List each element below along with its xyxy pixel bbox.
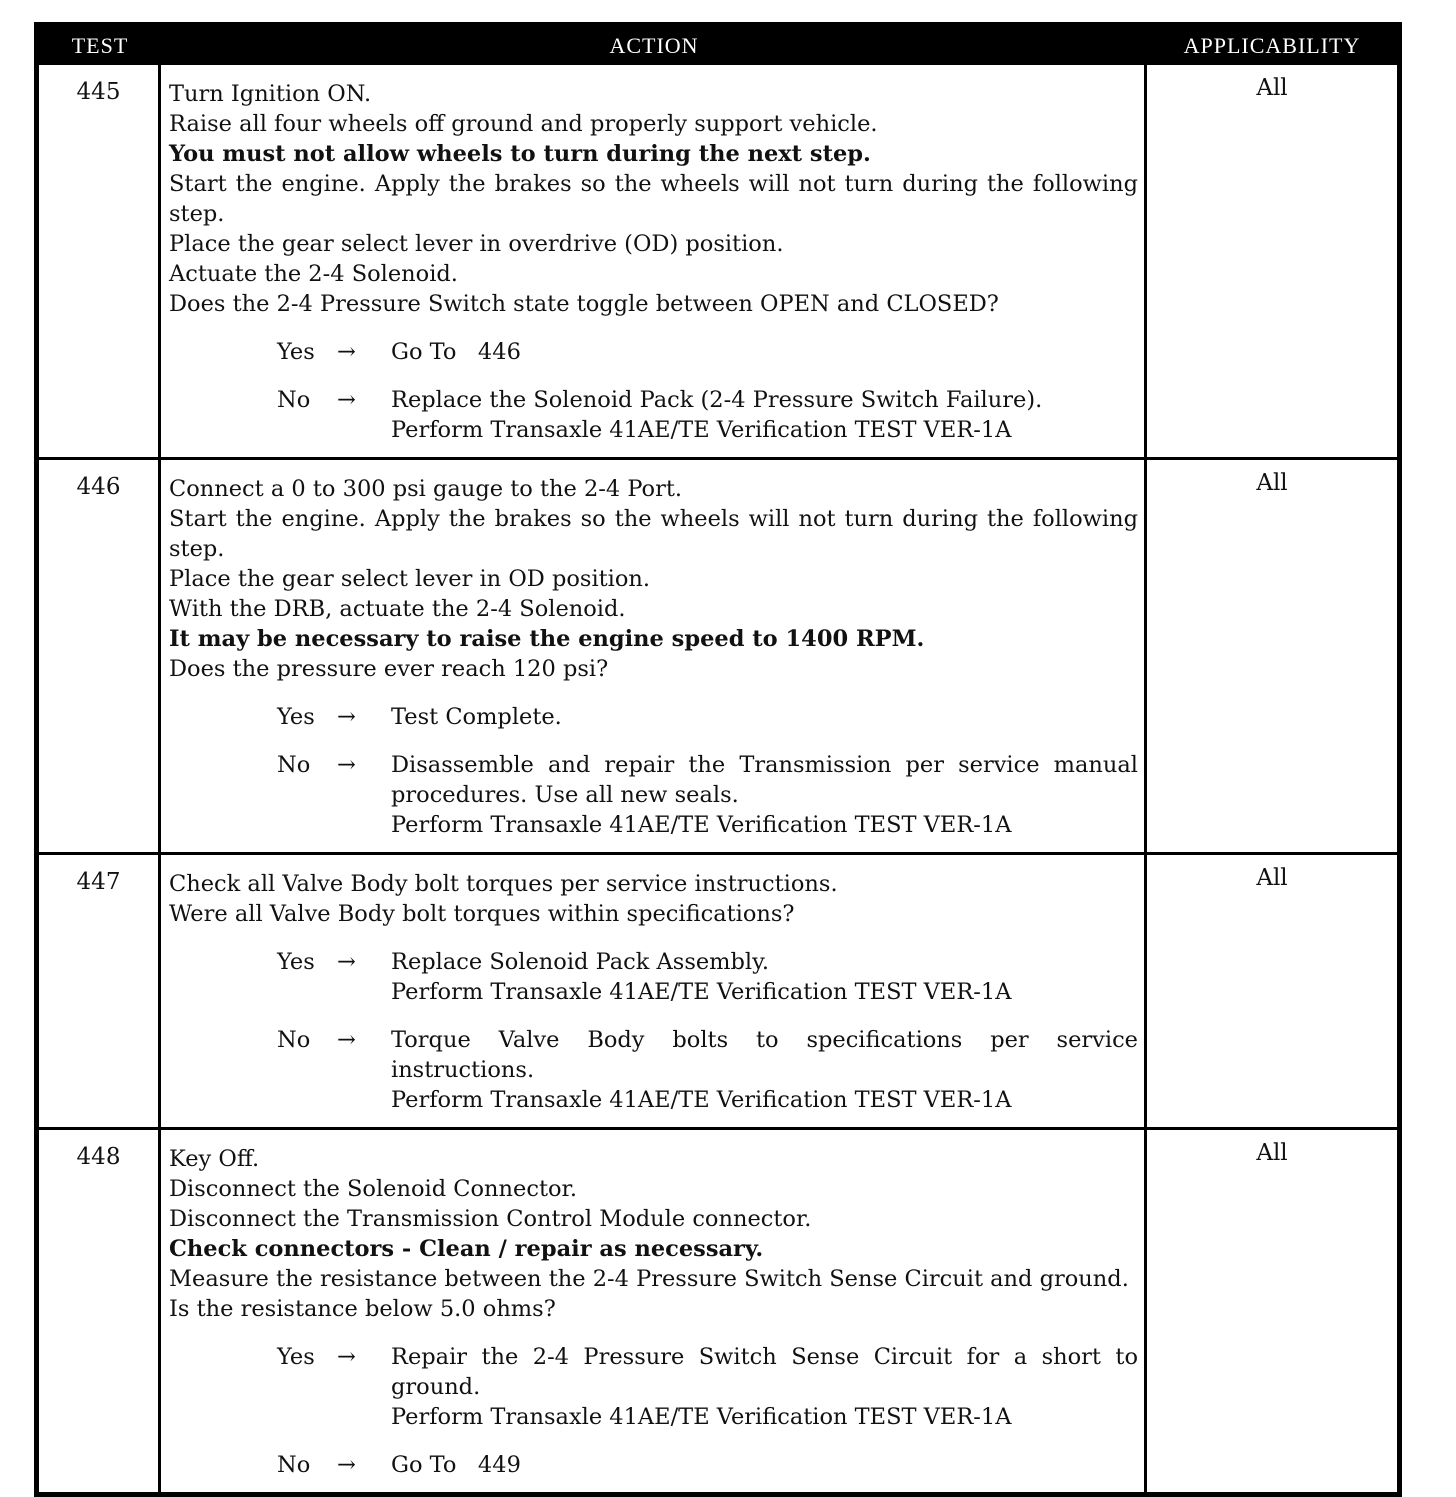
answer-line: Test Complete. [391, 704, 562, 730]
arrow-right-icon: → [337, 387, 356, 413]
applicability-cell: All [1256, 1140, 1288, 1166]
action-step: Actuate the 2-4 Solenoid. [169, 261, 458, 287]
action-step: Does the 2-4 Pressure Switch state toggle between OPEN and CLOSED? [169, 291, 999, 317]
table-row [39, 852, 1397, 1127]
answer-line: Go To 446 [391, 339, 521, 365]
answer-key: No [277, 387, 311, 413]
answer-line: Replace Solenoid Pack Assembly. [391, 949, 769, 975]
applicability-cell: All [1256, 75, 1288, 101]
answer-no [277, 385, 1138, 445]
action-step: Place the gear select lever in overdrive (OD) position. [169, 231, 784, 257]
answer-line: Perform Transaxle 41AE/TE Verification TEST VER-1A [391, 417, 1012, 443]
action-step: Does the pressure ever reach 120 psi? [169, 656, 609, 682]
answer-key: Yes [277, 1344, 315, 1370]
action-cell [161, 460, 1147, 852]
action-step: Measure the resistance between the 2-4 Pressure Switch Sense Circuit and ground. [169, 1266, 1129, 1292]
answer-text [391, 947, 1138, 1007]
answer-text [391, 337, 1138, 367]
action-step: With the DRB, actuate the 2-4 Solenoid. [169, 596, 626, 622]
action-step: Start the engine. Apply the brakes so the wheels will not turn during the following step. [169, 171, 1138, 227]
answer-key: No [277, 1027, 311, 1053]
table-row [39, 65, 1397, 457]
action-step: Disconnect the Transmission Control Module connector. [169, 1206, 812, 1232]
table-row [39, 457, 1397, 852]
answer-line: Replace the Solenoid Pack (2-4 Pressure Switch Failure). [391, 387, 1043, 413]
action-warning: Check connectors - Clean / repair as necessary. [169, 1236, 764, 1262]
applicability-cell: All [1256, 470, 1288, 496]
action-cell [161, 1130, 1147, 1492]
answer-no [277, 1025, 1146, 1115]
header-test: TEST [71, 33, 129, 58]
header-applicability: APPLICABILITY [1183, 33, 1361, 58]
arrow-right-icon: → [337, 949, 356, 975]
action-cell [161, 855, 1147, 1127]
answer-yes [277, 337, 1138, 367]
answer-text [391, 750, 1146, 840]
arrow-right-icon: → [337, 1452, 356, 1478]
test-number: 447 [39, 855, 161, 1127]
answer-line: Perform Transaxle 41AE/TE Verification TEST VER-1A [391, 1087, 1012, 1113]
applicability-cell: All [1256, 865, 1288, 891]
action-step: Disconnect the Solenoid Connector. [169, 1176, 577, 1202]
header-action: ACTION [609, 33, 699, 58]
answer-line: Go To 449 [391, 1452, 521, 1478]
answer-key: No [277, 752, 311, 778]
answer-line: Perform Transaxle 41AE/TE Verification TEST VER-1A [391, 1404, 1012, 1430]
answer-no [277, 750, 1146, 840]
answers [169, 702, 1146, 840]
table-row [39, 1127, 1397, 1492]
answer-key: Yes [277, 339, 315, 365]
action-step: Were all Valve Body bolt torques within specifications? [169, 901, 795, 927]
action-step: Check all Valve Body bolt torques per service instructions. [169, 871, 838, 897]
answer-line: Torque Valve Body bolts to specifications per service instructions. [391, 1027, 1146, 1083]
arrow-right-icon: → [337, 1027, 356, 1053]
answer-line: Perform Transaxle 41AE/TE Verification TEST VER-1A [391, 812, 1012, 838]
arrow-right-icon: → [337, 704, 356, 730]
arrow-right-icon: → [337, 339, 356, 365]
answers [169, 337, 1138, 445]
answer-text [391, 1342, 1146, 1432]
answers [169, 1342, 1146, 1480]
answer-key: Yes [277, 949, 315, 975]
action-step: Turn Ignition ON. [169, 81, 372, 107]
action-warning: It may be necessary to raise the engine speed to 1400 RPM. [169, 626, 925, 652]
answer-yes [277, 702, 1138, 732]
answer-key: Yes [277, 704, 315, 730]
action-step: Raise all four wheels off ground and properly support vehicle. [169, 111, 878, 137]
action-cell [161, 65, 1147, 457]
action-step: Key Off. [169, 1146, 260, 1172]
action-warning: You must not allow wheels to turn during the next step. [169, 141, 871, 167]
table-header [39, 27, 1397, 65]
answer-no [277, 1450, 1138, 1480]
answer-line: Disassemble and repair the Transmission per service manual procedures. Use all new seals. [391, 752, 1146, 808]
answer-text [391, 385, 1138, 445]
answer-text [391, 702, 1138, 732]
arrow-right-icon: → [337, 752, 356, 778]
answer-text [391, 1025, 1146, 1115]
answer-key: No [277, 1452, 311, 1478]
table-body [39, 65, 1397, 1492]
action-step: Start the engine. Apply the brakes so the wheels will not turn during the following step. [169, 506, 1138, 562]
answer-text [391, 1450, 1138, 1480]
answer-yes [277, 947, 1138, 1007]
test-number: 448 [39, 1130, 161, 1492]
answer-yes [277, 1342, 1146, 1432]
test-number: 445 [39, 65, 161, 457]
answer-line: Repair the 2-4 Pressure Switch Sense Circuit for a short to ground. [391, 1344, 1146, 1400]
action-step: Is the resistance below 5.0 ohms? [169, 1296, 556, 1322]
answers [169, 947, 1146, 1115]
diagnostic-table [34, 22, 1402, 1497]
test-number: 446 [39, 460, 161, 852]
action-step: Place the gear select lever in OD position. [169, 566, 651, 592]
answer-line: Perform Transaxle 41AE/TE Verification TEST VER-1A [391, 979, 1012, 1005]
arrow-right-icon: → [337, 1344, 356, 1370]
action-step: Connect a 0 to 300 psi gauge to the 2-4 Port. [169, 476, 683, 502]
